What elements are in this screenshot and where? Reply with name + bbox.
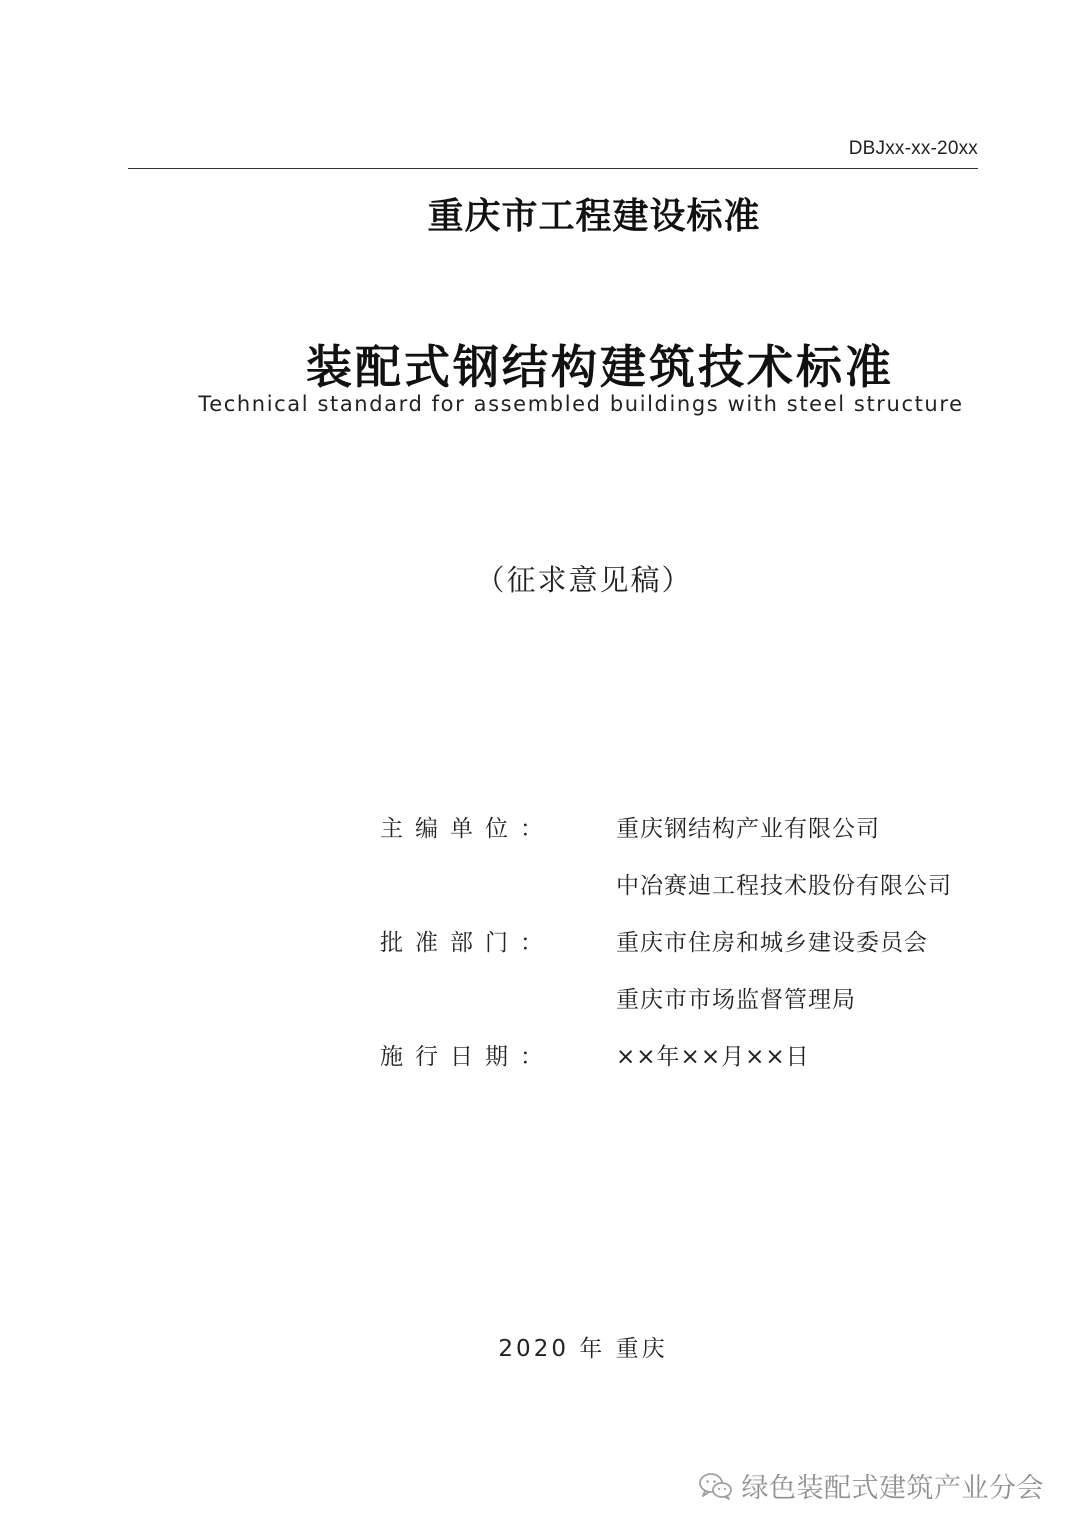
standard-code: DBJxx-xx-20xx <box>848 138 978 159</box>
watermark-text: 绿色装配式建筑产业分会 <box>741 1473 1044 1504</box>
header-rule <box>128 168 978 169</box>
series-title: 重庆市工程建设标准 <box>427 196 761 237</box>
editor-label: 主编单位： <box>380 816 555 842</box>
watermark <box>698 1466 1045 1505</box>
approver-value: 重庆市住房和城乡建设委员会 <box>616 930 928 956</box>
wechat-icon <box>698 1471 734 1501</box>
approver-label: 批准部门： <box>380 930 555 956</box>
document-title-english: Technical standard for assembled buildings with steel structure <box>198 392 964 416</box>
editor-value: 重庆钢结构产业有限公司 <box>616 816 880 842</box>
effective-date-label: 施行日期： <box>380 1044 555 1070</box>
effective-date-value: ××年××月××日 <box>616 1044 810 1070</box>
document-title: 装配式钢结构建筑技术标准 <box>306 340 894 394</box>
editor-value: 中冶赛迪工程技术股份有限公司 <box>616 873 952 899</box>
footer-year-place: 2020 年 重庆 <box>498 1336 668 1362</box>
approver-value: 重庆市市场监督管理局 <box>616 987 856 1013</box>
draft-label: （征求意见稿） <box>475 563 693 597</box>
